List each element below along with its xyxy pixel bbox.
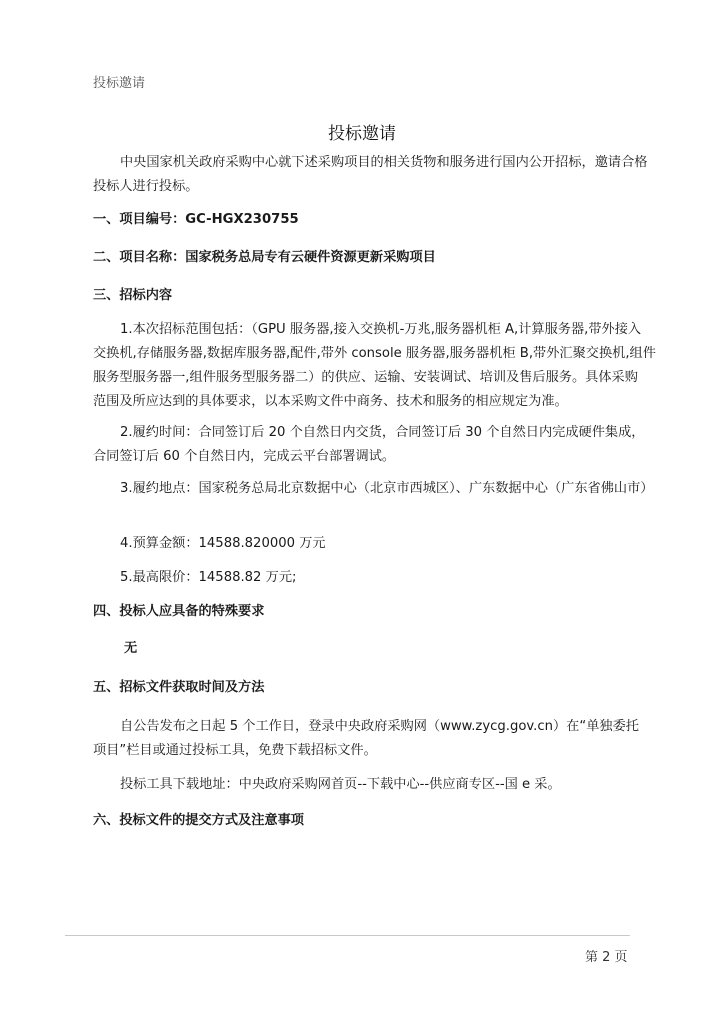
special-requirements-content: 无 [124,641,138,656]
footer-divider [65,935,630,936]
delivery-location: 3.履约地点：国家税务总局北京数据中心（北京市西城区）、广东数据中心（广东省佛山市） [120,481,654,496]
submission-heading: 六、投标文件的提交方式及注意事项 [93,813,304,828]
page-number: 第 2 页 [585,950,628,965]
page-title: 投标邀请 [328,124,396,144]
running-header: 投标邀请 [93,76,146,91]
tender-content-heading: 三、招标内容 [93,288,173,303]
budget-amount: 4.预算金额：14588.820000 万元 [120,536,326,551]
document-acquisition-heading: 五、招标文件获取时间及方法 [93,680,265,695]
acquisition-line-1: 自公告发布之日起 5 个工作日，登录中央政府采购网（www.zycg.gov.cn）在“单独委托 [120,719,639,734]
intro-line-2: 投标人进行投标。 [93,179,199,194]
scope-line-3: 服务型服务器一,组件服务型服务器二）的供应、运输、安装调试、培训及售后服务。具体采购 [93,370,638,385]
tool-download-address: 投标工具下载地址：中央政府采购网首页--下载中心--供应商专区--国 e 采。 [120,777,561,792]
scope-line-2: 交换机,存储服务器,数据库服务器,配件,带外 console 服务器,服务器机柜 B,带外汇聚交换机,组件 [93,346,656,361]
acquisition-line-2: 项目”栏目或通过投标工具，免费下载招标文件。 [93,743,377,758]
max-price: 5.最高限价：14588.82 万元; [120,570,297,585]
project-name-heading: 二、项目名称：国家税务总局专有云硬件资源更新采购项目 [93,250,436,265]
scope-line-4: 范围及所应达到的具体要求，以本采购文件中商务、技术和服务的相应规定为准。 [93,394,568,409]
delivery-time-line-2: 合同签订后 60 个自然日内，完成云平台部署调试。 [93,449,396,464]
delivery-time-line-1: 2.履约时间：合同签订后 20 个自然日内交货，合同签订后 30 个自然日内完成硬件集成， [120,425,645,440]
special-requirements-heading: 四、投标人应具备的特殊要求 [93,604,265,619]
intro-line-1: 中央国家机关政府采购中心就下述采购项目的相关货物和服务进行国内公开招标，邀请合格 [120,155,648,170]
project-number-heading: 一、项目编号：GC-HGX230755 [93,212,299,227]
scope-line-1: 1.本次招标范围包括：（GPU 服务器,接入交换机-万兆,服务器机柜 A,计算服务器,带外接入 [120,322,642,337]
